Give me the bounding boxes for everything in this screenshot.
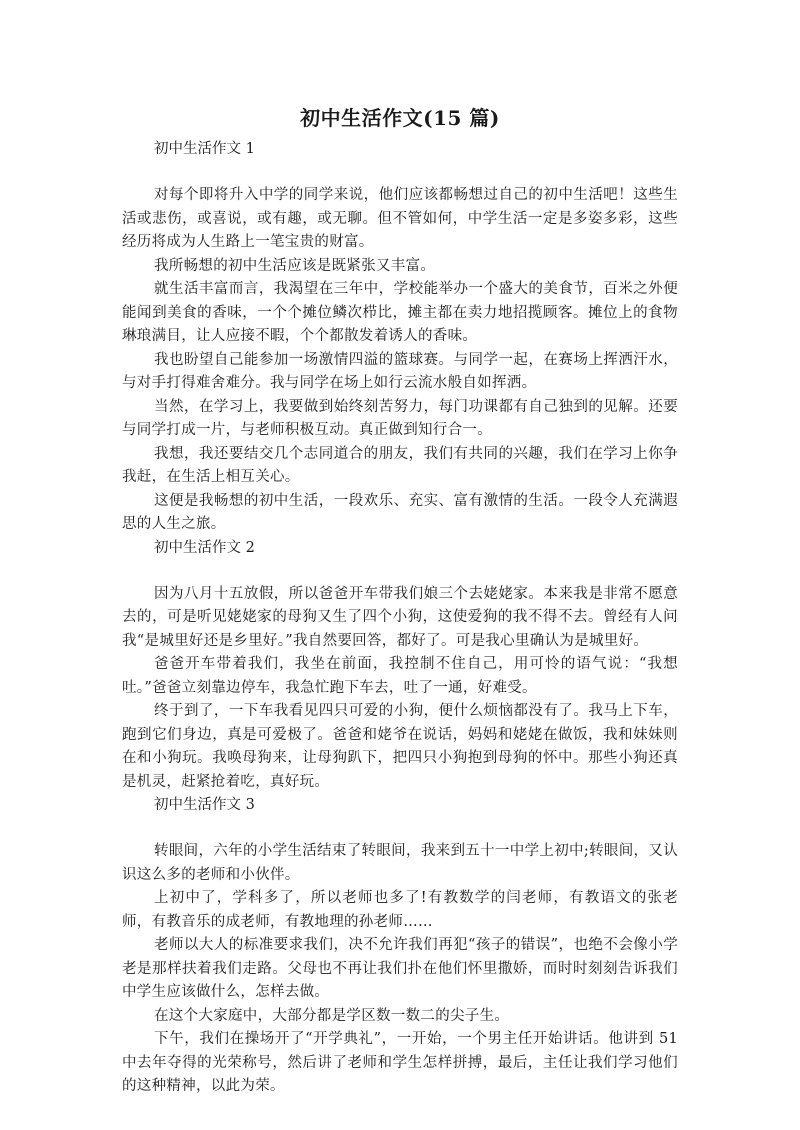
paragraph: 我也盼望自己能参加一场激情四溢的篮球赛。与同学一起，在赛场上挥洒汗水，与对手打得难舍难分。我与同学在场上如行云流水般自如挥洒。: [122, 351, 678, 391]
paragraph: 这便是我畅想的初中生活，一段欢乐、充实、富有激情的生活。一段令人充满遐思的人生之旅。: [122, 492, 678, 532]
blank-line: [122, 560, 678, 583]
paragraph: 爸爸开车带着我们，我坐在前面，我控制不住自己，用可怜的语气说：“我想吐。”爸爸立刻靠边停车，我急忙跑下车去，吐了一通，好难受。: [122, 656, 678, 696]
paragraph: 因为八月十五放假，所以爸爸开车带我们娘三个去姥姥家。本来我是非常不愿意去的，可是听见姥姥家的母狗又生了四个小狗，这使爱狗的我不得不去。曾经有人问我“是城里好还是乡里好。”我自然要回答，都好了。可是我心里确认为是城里好。: [122, 585, 678, 649]
paragraph: 对每个即将升入中学的同学来说，他们应该都畅想过自己的初中生活吧！这些生活或悲伤，或喜说，或有趣，或无聊。但不管如何，中学生活一定是多姿多彩，这些经历将成为人生路上一笔宝贵的财富。: [122, 187, 678, 250]
document-title: 初中生活作文(15 篇): [300, 106, 500, 130]
paragraph: 我所畅想的初中生活应该是既紧张又丰富。: [154, 257, 436, 274]
blank-line: [122, 817, 678, 840]
section-heading: 初中生活作文 2: [154, 539, 255, 556]
paragraph: 上初中了，学科多了，所以老师也多了!有教数学的闫老师，有教语文的张老师，有教音乐的成老师，有教地理的孙老师……: [122, 890, 678, 930]
section-heading: 初中生活作文 1: [154, 141, 255, 157]
section-heading: 初中生活作文 3: [154, 797, 255, 813]
paragraph: 终于到了，一下车我看见四只可爱的小狗，便什么烦恼都没有了。我马上下车，跑到它们身边，真是可爱极了。爸爸和姥爷在说话，妈妈和姥姥在做饭，我和妹妹则在和小狗玩。我唤母狗来，让母狗趴下，把四只小狗抱到母狗的怀中。那些小狗还真是机灵，赶紧抢着吃，真好玩。: [122, 703, 678, 790]
document-body: [122, 104, 678, 1099]
paragraph: 转眼间，六年的小学生活结束了转眼间，我来到五十一中学上初中;转眼间，又认识这么多的老师和小伙伴。: [122, 843, 678, 883]
essay-section-2: [122, 537, 678, 795]
paragraph: 当然，在学习上，我要做到始终刻苦努力，每门功课都有自己独到的见解。还要与同学打成一片，与老师积极互动。真正做到知行合一。: [122, 398, 678, 438]
paragraph: 在这个大家庭中，大部分都是学区数一数二的尖子生。: [154, 1007, 510, 1024]
paragraph: 我想，我还要结交几个志同道合的朋友，我们有共同的兴趣，我们在学习上你争我赶，在生活上相互关心。: [122, 445, 678, 485]
essay-section-3: [122, 794, 678, 1099]
paragraph: 就生活丰富而言，我渴望在三年中，学校能举办一个盛大的美食节，百米之外便能闻到美食的香味，一个个摊位鳞次栉比，摊主都在卖力地招揽顾客。摊位上的食物琳琅满目，让人应接不暇，个个都散发着诱人的香味。: [122, 281, 678, 344]
blank-line: [122, 161, 678, 184]
essay-section-1: [122, 138, 678, 537]
paragraph: 下午，我们在操场开了“开学典礼”，一开始，一个男主任开始讲话。他讲到 51 中去年夺得的光荣称号，然后讲了老师和学生怎样拼搏，最后，主任让我们学习他们的这种精神，以此为荣。: [122, 1031, 678, 1094]
paragraph: 老师以大人的标准要求我们，决不允许我们再犯“孩子的错误”，也绝不会像小学老是那样扶着我们走路。父母也不再让我们扑在他们怀里撒娇，而时时刻刻告诉我们中学生应该做什么，怎样去做。: [122, 937, 678, 1000]
